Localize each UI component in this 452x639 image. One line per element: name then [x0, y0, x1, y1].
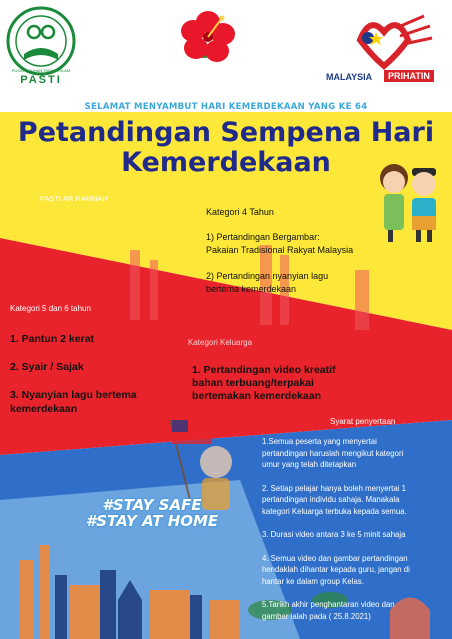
syarat-item-line: hantar ke dalam group Kelas. — [262, 576, 364, 586]
prihatin-label: PRIHATIN — [384, 70, 434, 82]
keluarga-item-1-line-2: bahan terbuang/terpakai — [192, 377, 314, 389]
kategori-5-6-heading: Kategori 5 dan 6 tahun — [10, 304, 91, 313]
kategori-4-item-2-line-1: 2) Pertandingan nyanyian lagu — [206, 271, 329, 281]
syarat-item-line: umur yang telah ditetapkan — [262, 460, 357, 469]
title-line-2: Kemerdekaan — [121, 147, 331, 178]
stay-safe-line: #STAY SAFE — [102, 496, 202, 514]
syarat-item-line: hendaklah dihantar kepada guru, jangan di — [262, 565, 410, 574]
kategori-5-6-item-3-line-2: kemerdekaan — [10, 403, 78, 415]
kategori-4-item-1-line-2: Pakaian Tradisional Rakyat Malaysia — [206, 245, 354, 255]
stay-at-home-line: #STAY AT HOME — [85, 512, 219, 530]
subtitle-banner: SELAMAT MENYAMBUT HARI KEMERDEKAAN YANG KE 64 — [84, 102, 368, 112]
syarat-item-line: 1.Semua peserta yang menyertai — [262, 437, 377, 446]
kategori-4-heading: Kategori 4 Tahun — [206, 207, 274, 217]
syarat-item — [262, 529, 450, 541]
syarat-item — [262, 553, 450, 588]
pasti-logo — [4, 4, 78, 90]
syarat-item — [262, 436, 450, 471]
syarat-item-line: kategori Keluarga terbuka kepada semua. — [262, 506, 407, 516]
keluarga-item-1-line-1: 1. Pertandingan video kreatif — [192, 364, 336, 376]
kategori-5-6-section — [10, 332, 190, 416]
hibiscus-icon — [176, 6, 240, 70]
pasti-text: PASTI — [20, 74, 62, 86]
keluarga-item-1-line-3: bertemakan kemerdekaan — [192, 390, 321, 402]
syarat-item-line: gambar ialah pada ( 25.8.2021) — [262, 611, 371, 621]
syarat-item-line: 2. Setiap pelajar hanya boleh menyertai 1 — [262, 483, 406, 493]
malaysia-label: MALAYSIA — [326, 72, 373, 82]
kategori-5-6-item-2: 2. Syair / Sajak — [10, 361, 84, 373]
syarat-list — [262, 436, 450, 634]
kategori-4-item-1-line-1: 1) Pertandingan Bergambar: — [206, 232, 320, 242]
syarat-item-line: pertandingan haruslah mengikut kategori — [262, 448, 404, 458]
stay-safe-slogan — [72, 497, 232, 529]
malaysia-prihatin-logo — [320, 10, 448, 92]
kategori-4-tahun-section — [206, 206, 406, 296]
pasti-arc-text: PUSAT ASUHAN TADIKA ISLAM — [11, 68, 71, 73]
school-label: PASTI AR RAHMAH — [40, 194, 108, 203]
syarat-item-line: 5.Tarikh akhir penghantaran video dan — [262, 600, 395, 609]
syarat-item-line: 4. Semua video dan gambar pertandingan — [262, 553, 408, 563]
kategori-5-6-item-3-line-1: 3. Nyanyian lagu bertema — [10, 389, 137, 401]
syarat-item — [262, 483, 450, 518]
title-line-1: Petandingan Sempena Hari — [17, 117, 435, 148]
kategori-4-item-2-line-2: bertema kemerdekaan — [206, 284, 297, 294]
syarat-item — [262, 599, 450, 622]
syarat-heading: Syarat penyertaan — [330, 417, 396, 426]
kategori-keluarga-section — [192, 364, 392, 403]
kategori-keluarga-heading: Kategori Keluarga — [188, 338, 253, 347]
syarat-item-line: pertandingan individu sahaja. Manakala — [262, 495, 400, 504]
kategori-5-6-item-1: 1. Pantun 2 kerat — [10, 333, 95, 345]
syarat-item-line: 3. Durasi video antara 3 ke 5 minit sahaja — [262, 530, 406, 539]
